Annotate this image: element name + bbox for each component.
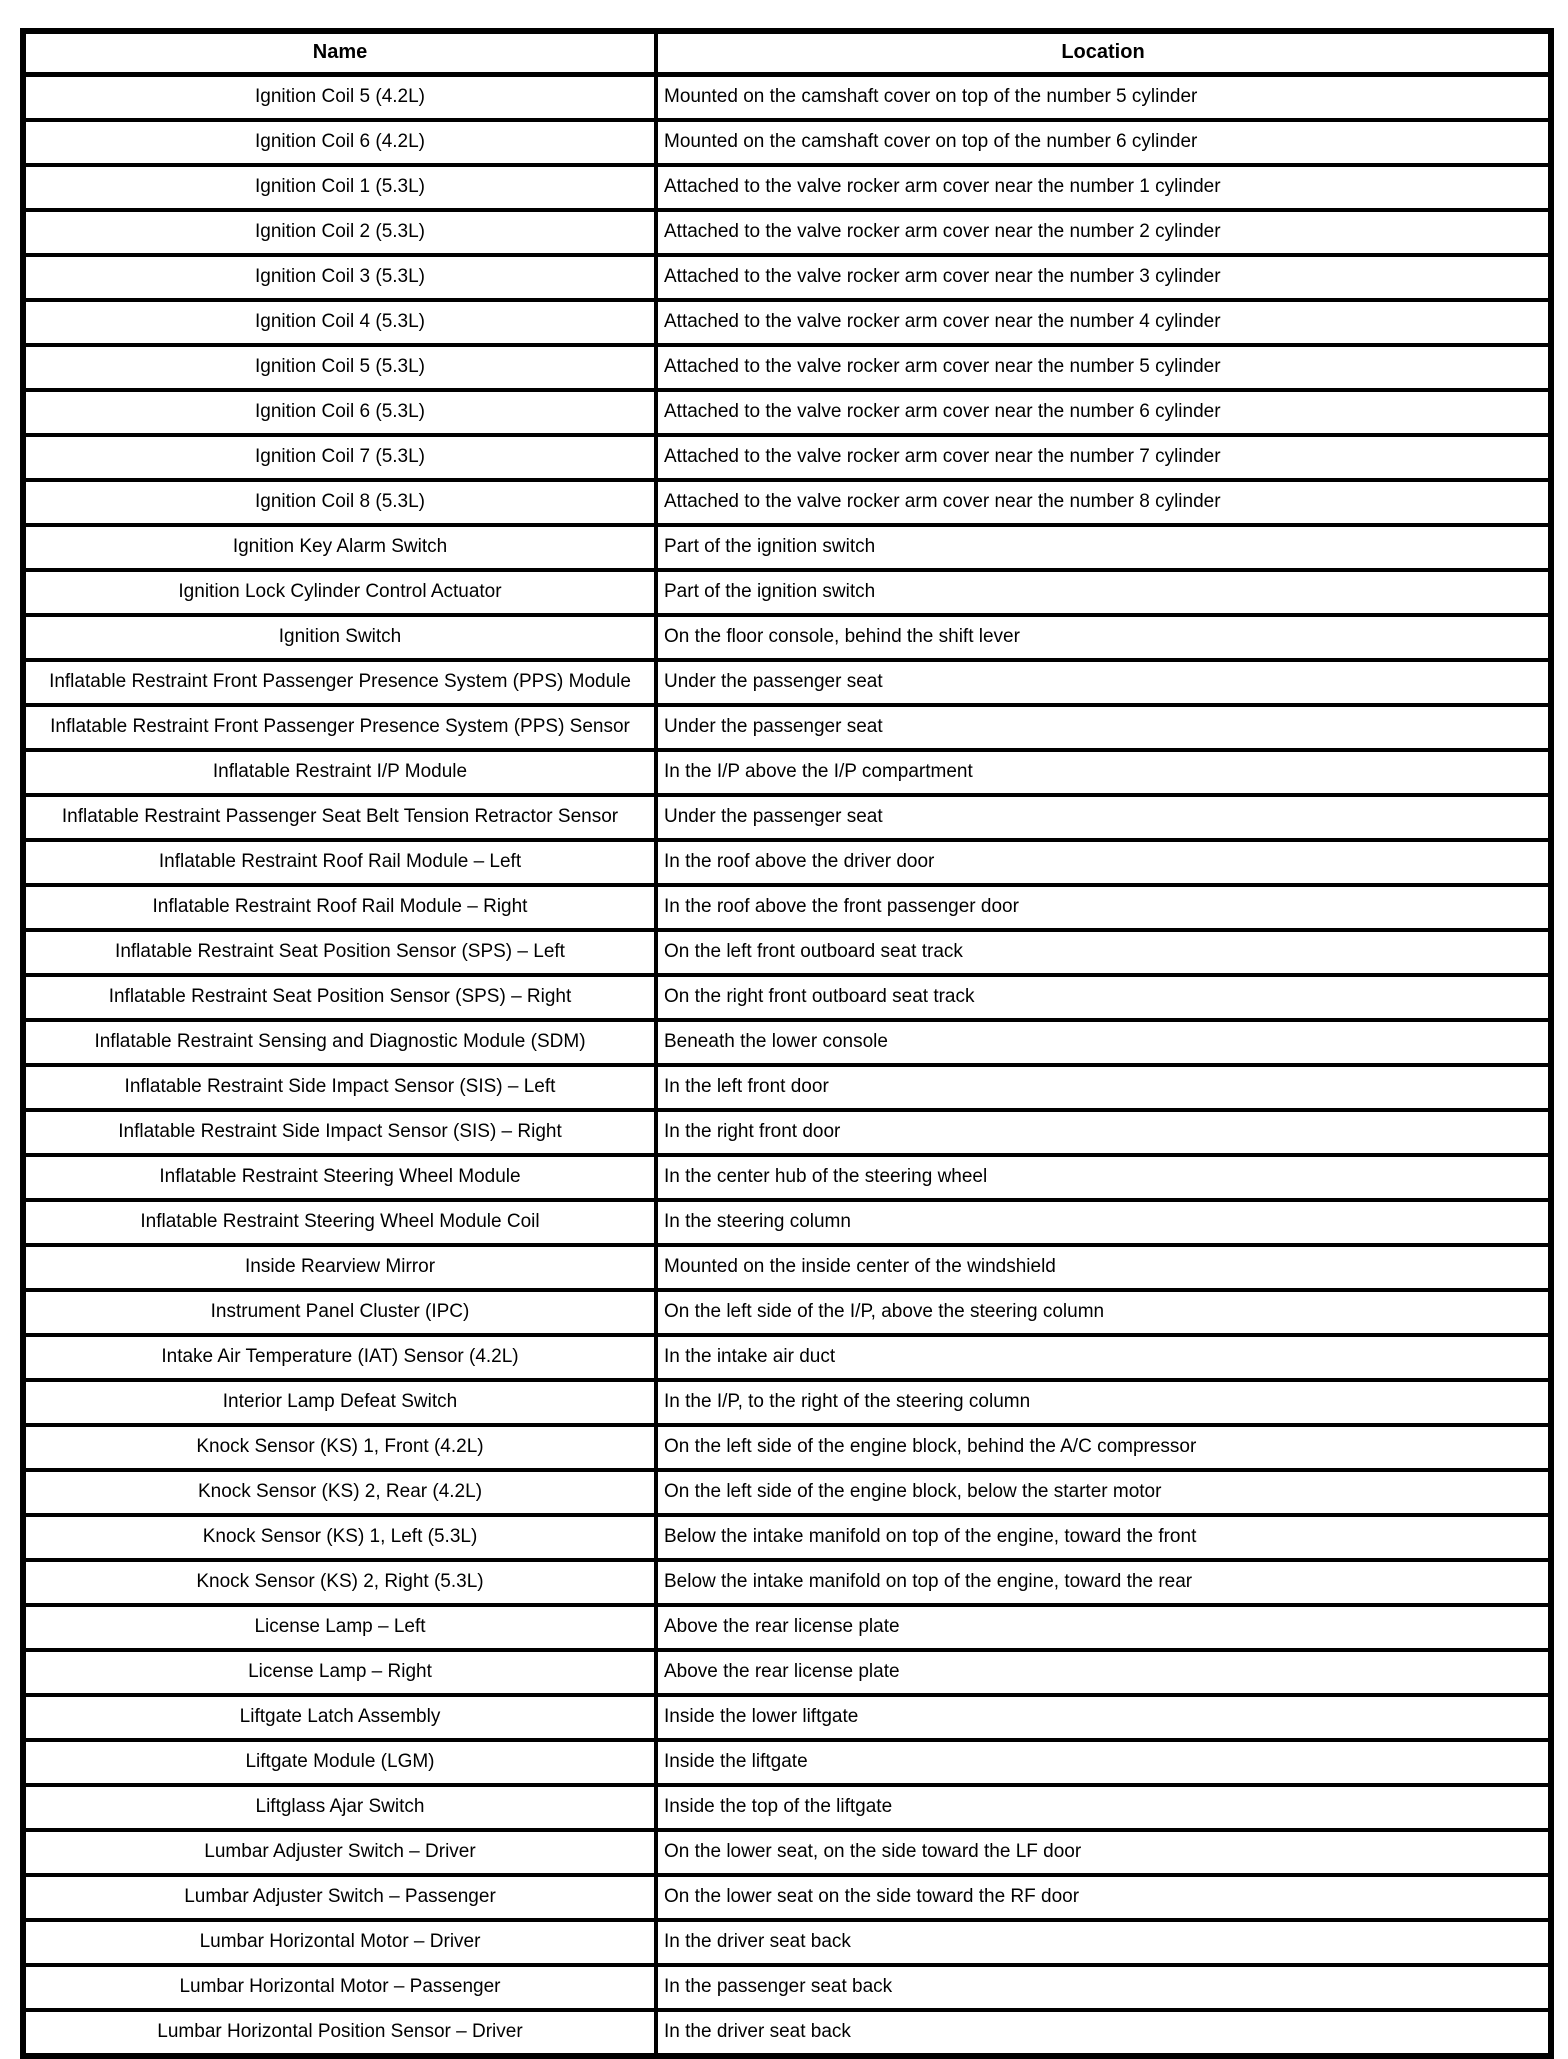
row-location-cell: Below the intake manifold on top of the engine, toward the front xyxy=(656,1515,1551,1560)
row-location-cell: Part of the ignition switch xyxy=(656,570,1551,615)
table-row xyxy=(23,885,1551,930)
row-location-cell: Inside the liftgate xyxy=(656,1740,1551,1785)
row-name-cell: Ignition Coil 2 (5.3L) xyxy=(23,210,656,255)
column-header-location: Location xyxy=(656,31,1551,75)
table-row xyxy=(23,975,1551,1020)
row-name-cell: Inflatable Restraint Sensing and Diagnostic Module (SDM) xyxy=(23,1020,656,1065)
row-location-cell: In the roof above the driver door xyxy=(656,840,1551,885)
row-location-cell: In the I/P, to the right of the steering column xyxy=(656,1380,1551,1425)
row-location-cell: Attached to the valve rocker arm cover near the number 3 cylinder xyxy=(656,255,1551,300)
row-name-cell: Inflatable Restraint Roof Rail Module – Left xyxy=(23,840,656,885)
table-row xyxy=(23,840,1551,885)
row-name-cell: Inflatable Restraint Roof Rail Module – Right xyxy=(23,885,656,930)
row-name-cell: Ignition Coil 1 (5.3L) xyxy=(23,165,656,210)
row-location-cell: Above the rear license plate xyxy=(656,1605,1551,1650)
row-location-cell: On the lower seat, on the side toward the LF door xyxy=(656,1830,1551,1875)
row-name-cell: Ignition Coil 7 (5.3L) xyxy=(23,435,656,480)
row-location-cell: On the right front outboard seat track xyxy=(656,975,1551,1020)
table-row xyxy=(23,1380,1551,1425)
row-location-cell: In the driver seat back xyxy=(656,1920,1551,1965)
row-name-cell: Ignition Coil 6 (4.2L) xyxy=(23,120,656,165)
table-row xyxy=(23,660,1551,705)
row-location-cell: Above the rear license plate xyxy=(656,1650,1551,1695)
row-location-cell: On the floor console, behind the shift lever xyxy=(656,615,1551,660)
row-location-cell: Mounted on the camshaft cover on top of the number 5 cylinder xyxy=(656,75,1551,121)
table-row xyxy=(23,255,1551,300)
table-row xyxy=(23,615,1551,660)
table-body xyxy=(23,75,1551,2057)
row-location-cell: On the lower seat on the side toward the RF door xyxy=(656,1875,1551,1920)
table-row xyxy=(23,1785,1551,1830)
row-name-cell: Inflatable Restraint Side Impact Sensor (SIS) – Left xyxy=(23,1065,656,1110)
header-row xyxy=(23,31,1551,75)
row-name-cell: Ignition Coil 5 (4.2L) xyxy=(23,75,656,121)
row-location-cell: In the passenger seat back xyxy=(656,1965,1551,2010)
row-name-cell: Interior Lamp Defeat Switch xyxy=(23,1380,656,1425)
row-location-cell: Attached to the valve rocker arm cover near the number 7 cylinder xyxy=(656,435,1551,480)
row-name-cell: Ignition Key Alarm Switch xyxy=(23,525,656,570)
table-row xyxy=(23,300,1551,345)
row-name-cell: Inflatable Restraint Front Passenger Presence System (PPS) Sensor xyxy=(23,705,656,750)
table-row xyxy=(23,1920,1551,1965)
table-row xyxy=(23,1650,1551,1695)
row-location-cell: Under the passenger seat xyxy=(656,705,1551,750)
table-row xyxy=(23,75,1551,121)
row-location-cell: In the roof above the front passenger door xyxy=(656,885,1551,930)
table-row xyxy=(23,525,1551,570)
column-header-name: Name xyxy=(23,31,656,75)
row-name-cell: Lumbar Adjuster Switch – Driver xyxy=(23,1830,656,1875)
row-name-cell: Ignition Coil 4 (5.3L) xyxy=(23,300,656,345)
row-location-cell: In the steering column xyxy=(656,1200,1551,1245)
component-location-table xyxy=(20,28,1554,2059)
row-name-cell: Inside Rearview Mirror xyxy=(23,1245,656,1290)
table-row xyxy=(23,1470,1551,1515)
table-row xyxy=(23,210,1551,255)
table-row xyxy=(23,1335,1551,1380)
table-row xyxy=(23,1065,1551,1110)
row-location-cell: In the I/P above the I/P compartment xyxy=(656,750,1551,795)
row-location-cell: In the intake air duct xyxy=(656,1335,1551,1380)
table-row xyxy=(23,1110,1551,1155)
row-name-cell: Liftgate Latch Assembly xyxy=(23,1695,656,1740)
row-location-cell: Mounted on the inside center of the windshield xyxy=(656,1245,1551,1290)
row-name-cell: Inflatable Restraint Front Passenger Presence System (PPS) Module xyxy=(23,660,656,705)
row-location-cell: In the right front door xyxy=(656,1110,1551,1155)
table-row xyxy=(23,930,1551,975)
table-row xyxy=(23,1515,1551,1560)
row-location-cell: In the left front door xyxy=(656,1065,1551,1110)
row-location-cell: In the center hub of the steering wheel xyxy=(656,1155,1551,1200)
row-location-cell: On the left front outboard seat track xyxy=(656,930,1551,975)
row-name-cell: Knock Sensor (KS) 2, Right (5.3L) xyxy=(23,1560,656,1605)
row-name-cell: Lumbar Adjuster Switch – Passenger xyxy=(23,1875,656,1920)
row-location-cell: Attached to the valve rocker arm cover near the number 2 cylinder xyxy=(656,210,1551,255)
row-location-cell: Under the passenger seat xyxy=(656,660,1551,705)
table-row xyxy=(23,750,1551,795)
table-row xyxy=(23,120,1551,165)
table-row xyxy=(23,570,1551,615)
row-name-cell: Instrument Panel Cluster (IPC) xyxy=(23,1290,656,1335)
table-row xyxy=(23,1155,1551,1200)
row-location-cell: Attached to the valve rocker arm cover near the number 4 cylinder xyxy=(656,300,1551,345)
row-location-cell: Attached to the valve rocker arm cover near the number 6 cylinder xyxy=(656,390,1551,435)
row-location-cell: Mounted on the camshaft cover on top of the number 6 cylinder xyxy=(656,120,1551,165)
row-name-cell: Inflatable Restraint Steering Wheel Module xyxy=(23,1155,656,1200)
table-row xyxy=(23,705,1551,750)
row-name-cell: Inflatable Restraint Side Impact Sensor (SIS) – Right xyxy=(23,1110,656,1155)
row-name-cell: Inflatable Restraint Passenger Seat Belt Tension Retractor Sensor xyxy=(23,795,656,840)
table-row xyxy=(23,1830,1551,1875)
table-row xyxy=(23,1560,1551,1605)
table-row xyxy=(23,1290,1551,1335)
table-row xyxy=(23,1695,1551,1740)
row-name-cell: Knock Sensor (KS) 1, Left (5.3L) xyxy=(23,1515,656,1560)
table-row xyxy=(23,165,1551,210)
table-row xyxy=(23,1875,1551,1920)
row-name-cell: Knock Sensor (KS) 2, Rear (4.2L) xyxy=(23,1470,656,1515)
row-name-cell: Liftglass Ajar Switch xyxy=(23,1785,656,1830)
row-name-cell: Intake Air Temperature (IAT) Sensor (4.2L) xyxy=(23,1335,656,1380)
row-name-cell: Ignition Coil 6 (5.3L) xyxy=(23,390,656,435)
table-row xyxy=(23,345,1551,390)
row-name-cell: Ignition Lock Cylinder Control Actuator xyxy=(23,570,656,615)
row-location-cell: Part of the ignition switch xyxy=(656,525,1551,570)
row-name-cell: Knock Sensor (KS) 1, Front (4.2L) xyxy=(23,1425,656,1470)
table-row xyxy=(23,390,1551,435)
row-name-cell: Inflatable Restraint Seat Position Sensor (SPS) – Right xyxy=(23,975,656,1020)
row-location-cell: Inside the lower liftgate xyxy=(656,1695,1551,1740)
table-row xyxy=(23,1245,1551,1290)
row-name-cell: Ignition Coil 8 (5.3L) xyxy=(23,480,656,525)
row-location-cell: Inside the top of the liftgate xyxy=(656,1785,1551,1830)
row-location-cell: Attached to the valve rocker arm cover near the number 8 cylinder xyxy=(656,480,1551,525)
row-location-cell: Below the intake manifold on top of the engine, toward the rear xyxy=(656,1560,1551,1605)
table-row xyxy=(23,1605,1551,1650)
row-location-cell: Attached to the valve rocker arm cover near the number 5 cylinder xyxy=(656,345,1551,390)
row-name-cell: Inflatable Restraint I/P Module xyxy=(23,750,656,795)
row-location-cell: In the driver seat back xyxy=(656,2010,1551,2056)
table-row xyxy=(23,795,1551,840)
row-location-cell: On the left side of the I/P, above the steering column xyxy=(656,1290,1551,1335)
table-row xyxy=(23,1425,1551,1470)
row-name-cell: License Lamp – Left xyxy=(23,1605,656,1650)
table-row xyxy=(23,480,1551,525)
row-name-cell: License Lamp – Right xyxy=(23,1650,656,1695)
row-location-cell: On the left side of the engine block, behind the A/C compressor xyxy=(656,1425,1551,1470)
table-row xyxy=(23,435,1551,480)
row-name-cell: Ignition Switch xyxy=(23,615,656,660)
table-row xyxy=(23,1965,1551,2010)
row-name-cell: Liftgate Module (LGM) xyxy=(23,1740,656,1785)
row-name-cell: Lumbar Horizontal Motor – Passenger xyxy=(23,1965,656,2010)
row-location-cell: Beneath the lower console xyxy=(656,1020,1551,1065)
row-name-cell: Ignition Coil 3 (5.3L) xyxy=(23,255,656,300)
row-name-cell: Inflatable Restraint Steering Wheel Module Coil xyxy=(23,1200,656,1245)
table-row xyxy=(23,1740,1551,1785)
table-row xyxy=(23,1020,1551,1065)
row-name-cell: Lumbar Horizontal Position Sensor – Driver xyxy=(23,2010,656,2056)
table-row xyxy=(23,1200,1551,1245)
row-location-cell: Attached to the valve rocker arm cover near the number 1 cylinder xyxy=(656,165,1551,210)
row-location-cell: On the left side of the engine block, below the starter motor xyxy=(656,1470,1551,1515)
row-name-cell: Lumbar Horizontal Motor – Driver xyxy=(23,1920,656,1965)
row-name-cell: Inflatable Restraint Seat Position Sensor (SPS) – Left xyxy=(23,930,656,975)
row-location-cell: Under the passenger seat xyxy=(656,795,1551,840)
table-row xyxy=(23,2010,1551,2056)
row-name-cell: Ignition Coil 5 (5.3L) xyxy=(23,345,656,390)
